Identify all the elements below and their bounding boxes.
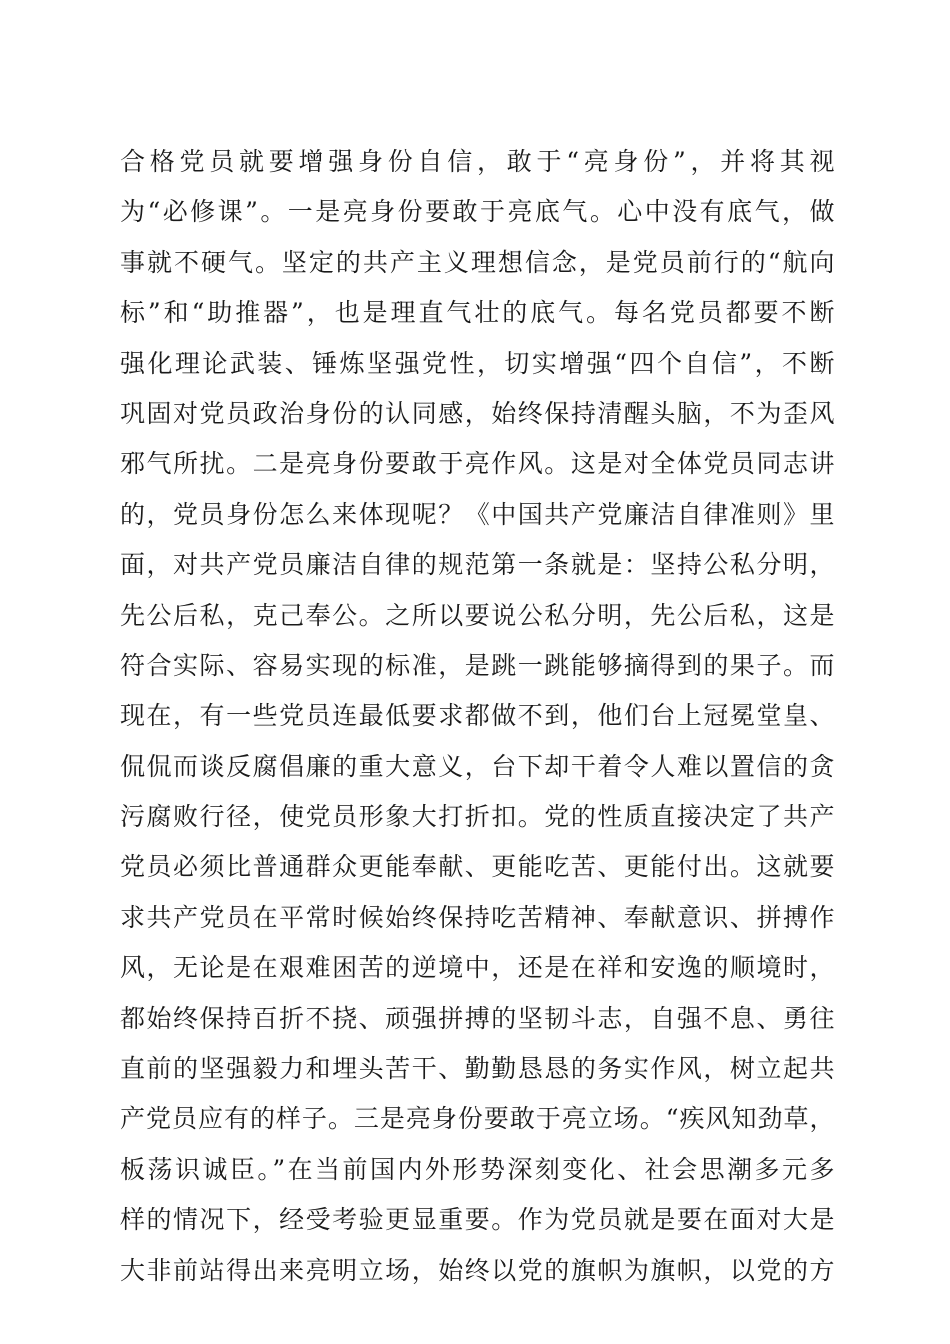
- text-line: 党员必须比普通群众更能奉献、更能吃苦、更能付出。这就要: [120, 852, 835, 882]
- text-line: 大非前站得出来亮明立场，始终以党的旗帜为旗帜，以党的方: [120, 1255, 835, 1285]
- text-line: 合格党员就要增强身份自信，敢于“亮身份”，并将其视: [120, 147, 835, 176]
- text-line: 标”和“助推器”，也是理直气壮的底气。每名党员都要不断: [120, 298, 835, 328]
- text-line: 先公后私，克己奉公。之所以要说公私分明，先公后私，这是: [120, 600, 835, 630]
- text-line: 现在，有一些党员连最低要求都做不到，他们台上冠冕堂皇、: [120, 701, 835, 731]
- text-line: 样的情况下，经受考验更显重要。作为党员就是要在面对大是: [120, 1205, 835, 1235]
- body-text: [120, 137, 835, 1296]
- text-line: 邪气所扰。二是亮身份要敢于亮作风。这是对全体党员同志讲: [120, 449, 835, 479]
- text-line: 强化理论武装、锤炼坚强党性，切实增强“四个自信”，不断: [120, 348, 835, 378]
- text-line: 符合实际、容易实现的标准，是跳一跳能够摘得到的果子。而: [120, 650, 835, 680]
- text-line: 面，对共产党员廉洁自律的规范第一条就是：坚持公私分明，: [120, 550, 835, 580]
- text-line: 事就不硬气。坚定的共产主义理想信念，是党员前行的“航向: [120, 247, 835, 277]
- text-line: 板荡识诚臣。”在当前国内外形势深刻变化、社会思潮多元多: [120, 1154, 835, 1184]
- text-line: 求共产党员在平常时候始终保持吃苦精神、奉献意识、拼搏作: [120, 902, 835, 932]
- text-line: 的，党员身份怎么来体现呢？《中国共产党廉洁自律准则》里: [120, 499, 835, 529]
- text-line: 侃侃而谈反腐倡廉的重大意义，台下却干着令人难以置信的贪: [120, 751, 835, 781]
- text-line: 巩固对党员政治身份的认同感，始终保持清醒头脑，不为歪风: [120, 398, 835, 428]
- text-line: 都始终保持百折不挠、顽强拼搏的坚韧斗志，自强不息、勇往: [120, 1003, 835, 1033]
- text-line: 污腐败行径，使党员形象大打折扣。党的性质直接决定了共产: [120, 802, 835, 832]
- text-line: 直前的坚强毅力和埋头苦干、勤勤恳恳的务实作风，树立起共: [120, 1054, 835, 1084]
- text-line: 为“必修课”。一是亮身份要敢于亮底气。心中没有底气，做: [120, 197, 835, 227]
- text-line: 风，无论是在艰难困苦的逆境中，还是在祥和安逸的顺境时，: [120, 953, 835, 983]
- text-line: 产党员应有的样子。三是亮身份要敢于亮立场。“疾风知劲草，: [120, 1104, 835, 1134]
